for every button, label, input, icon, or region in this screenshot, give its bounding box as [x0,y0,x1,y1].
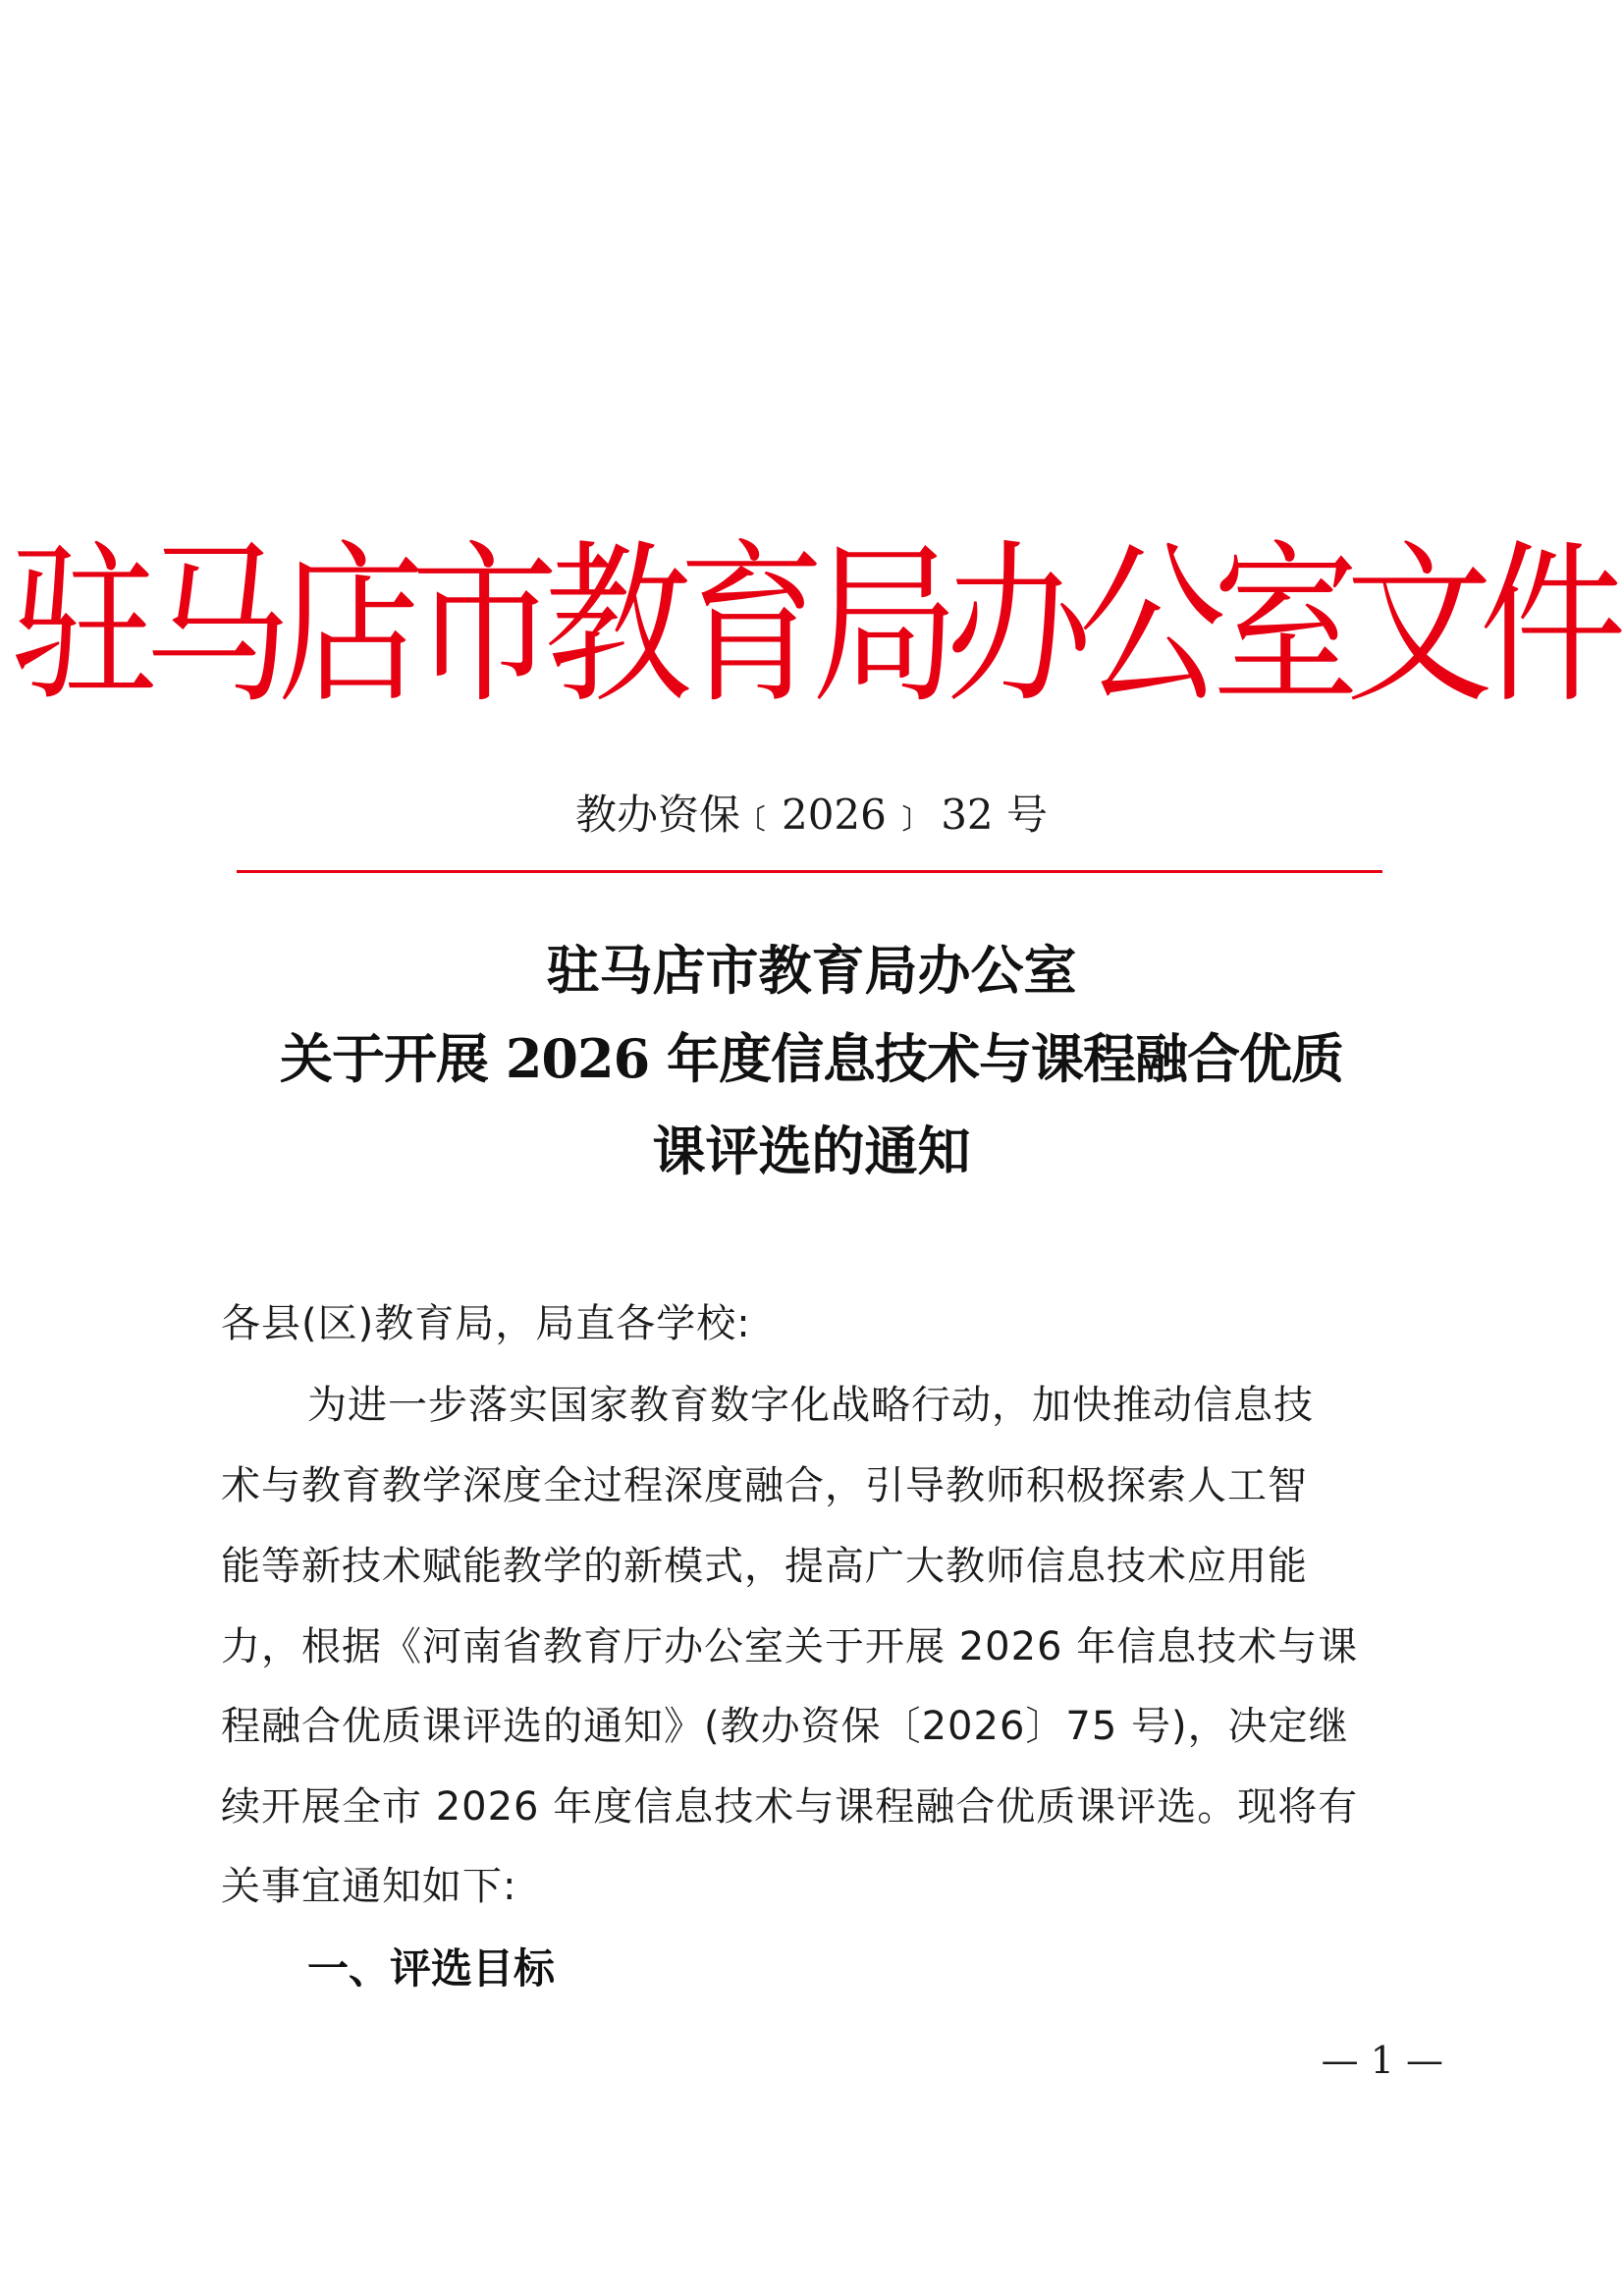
document-number: 教办资保﹝2026﹞ 32 号 [574,791,1049,839]
body-paragraph-line: 力，根据《河南省教育厅办公室关于开展 2026 年信息技术与课 [221,1624,1359,1669]
body-paragraph-line: 续开展全市 2026 年度信息技术与课程融合优质课评选。现将有 [221,1784,1359,1830]
document-title-line-2: 关于开展 2026 年度信息技术与课程融合优质 [280,1027,1343,1090]
body-paragraph-line: 术与教育教学深度全过程深度融合，引导教师积极探索人工智 [221,1463,1308,1508]
document-title-line-1: 驻马店市教育局办公室 [546,939,1077,1002]
red-separator-rule [237,870,1382,873]
body-paragraph-line: 关事宜通知如下: [221,1864,517,1909]
body-paragraph-line: 为进一步落实国家教育数字化战略行动，加快推动信息技 [307,1383,1314,1428]
section-heading: 一、评选目标 [307,1944,556,1993]
body-paragraph-line: 能等新技术赋能教学的新模式，提高广大教师信息技术应用能 [221,1544,1308,1589]
page-number: — 1 — [1321,2039,1443,2082]
masthead-title: 驻马店市教育局办公室文件 [10,525,1613,728]
document-title-line-3: 课评选的通知 [652,1120,971,1182]
body-paragraph-line: 程融合优质课评选的通知》(教办资保〔2026〕75 号)，决定继 [221,1704,1349,1749]
salutation: 各县(区)教育局，局直各学校: [221,1301,751,1346]
